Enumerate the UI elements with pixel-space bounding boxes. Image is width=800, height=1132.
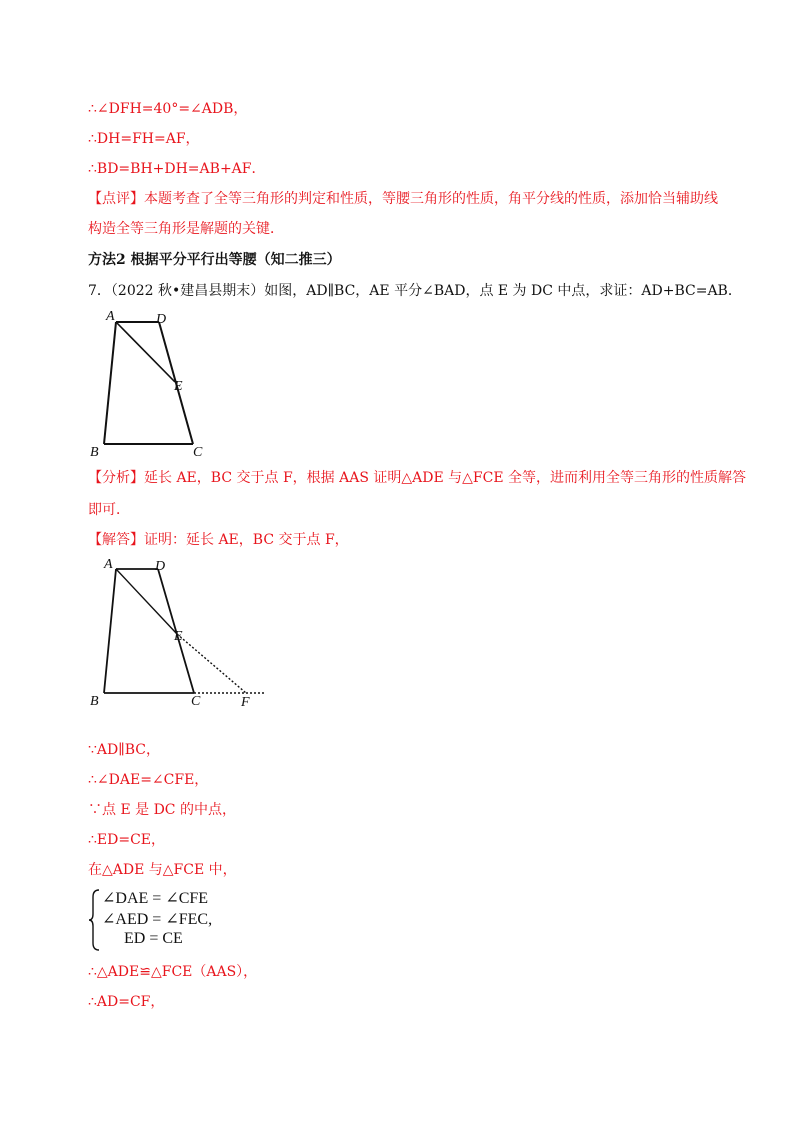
system-row: ∠DAE = ∠CFE: [102, 890, 209, 907]
comment-line: 【点评】本题考查了全等三角形的判定和性质，等腰三角形的性质，角平分线的性质，添加恰当辅助线: [88, 191, 718, 207]
segment-ae: [116, 322, 175, 382]
figure-1: [86, 306, 226, 462]
label-e: E: [174, 379, 183, 394]
text-line: ∴BD=BH+DH=AB+AF．: [88, 161, 266, 177]
label-b: B: [90, 694, 99, 709]
segment-ab: [104, 569, 116, 693]
proof-step: ∵AD∥BC，: [88, 742, 160, 758]
label-b: B: [90, 445, 99, 460]
figure-2: [86, 556, 276, 712]
analysis-line: 即可．: [88, 502, 130, 518]
proof-step: ∴△ADE≌△FCE（AAS），: [88, 964, 258, 980]
question-7: 7．（2022 秋•建昌县期末）如图，AD∥BC，AE 平分∠BAD，点 E 为 DC 中点，求证：AD+BC=AB．: [88, 283, 742, 299]
brace-icon: [88, 888, 102, 952]
system-row: [102, 909, 212, 929]
answer-line: 【解答】证明：延长 AE，BC 交于点 F，: [88, 532, 349, 548]
system-row-text: ∠AED = ∠FEC: [102, 911, 209, 928]
proof-step: ∴AD=CF，: [88, 994, 165, 1010]
label-a: A: [104, 557, 113, 572]
label-c: C: [191, 694, 201, 709]
segment-ab: [104, 322, 116, 444]
comment-line: 构造全等三角形是解题的关键．: [88, 221, 284, 237]
section-heading: 方法2 根据平分平行出等腰（知二推三）: [88, 252, 341, 268]
label-c: C: [193, 445, 203, 460]
text-line: ∴∠DFH=40°=∠ADB，: [88, 101, 248, 117]
label-a: A: [106, 309, 115, 324]
label-d: D: [156, 312, 167, 327]
extension-ef: [177, 634, 246, 693]
proof-step: ∴ED=CE，: [88, 832, 166, 848]
text-line: ∴DH=FH=AF，: [88, 131, 200, 147]
proof-step: ∵点 E 是 DC 的中点，: [88, 802, 236, 818]
proof-step: 在△ADE 与△FCE 中，: [88, 862, 237, 878]
label-e: E: [174, 629, 183, 644]
analysis-line: 【分析】延长 AE，BC 交于点 F，根据 AAS 证明△ADE 与△FCE 全等，进而利用全等三角形的性质解答: [88, 470, 746, 486]
system-row: ED = CE: [124, 930, 183, 947]
system-row-suffix: ,: [208, 911, 213, 928]
label-d: D: [155, 559, 166, 574]
label-f: F: [241, 695, 250, 710]
proof-step: ∴∠DAE=∠CFE，: [88, 772, 209, 788]
equation-system: [88, 888, 268, 952]
